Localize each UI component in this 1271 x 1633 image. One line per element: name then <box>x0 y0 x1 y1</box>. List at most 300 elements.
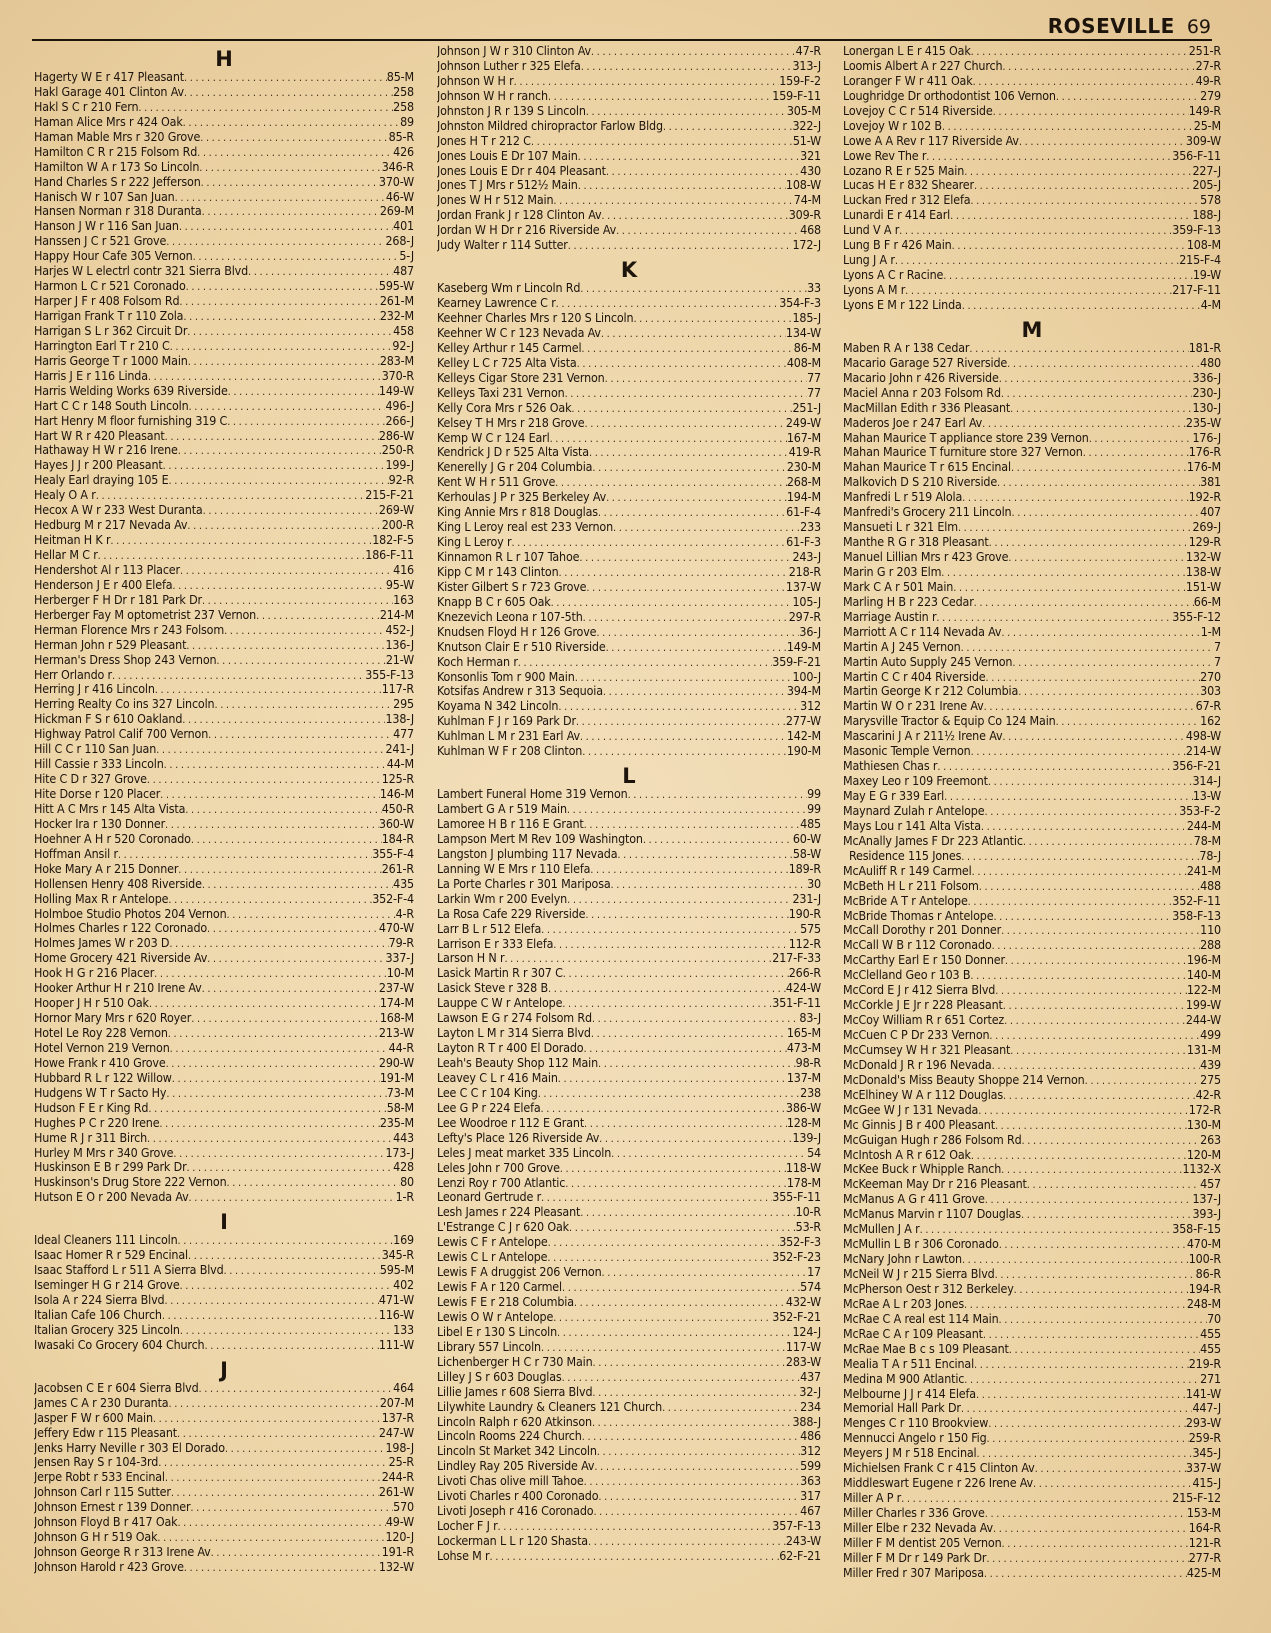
directory-entry <box>843 298 1221 313</box>
entry-phone: 297-R <box>788 609 821 624</box>
directory-entry <box>34 727 414 742</box>
leader-dots <box>974 179 1193 193</box>
entry-phone: 116-W <box>378 1307 414 1322</box>
directory-entry <box>34 130 414 145</box>
entry-phone: 430 <box>800 163 821 178</box>
leader-dots <box>565 387 808 401</box>
entry-phone: 452-J <box>385 622 414 637</box>
leader-dots <box>979 880 1200 894</box>
entry-name: Miller F M Dr r 149 Park Dr <box>843 1550 987 1565</box>
leader-dots <box>977 1447 1193 1461</box>
entry-phone: 358-F-15 <box>1172 1222 1221 1237</box>
directory-entry <box>437 445 821 460</box>
entry-phone: 249-W <box>785 415 821 430</box>
entry-name: Lung B F r 426 Main <box>843 238 952 253</box>
entry-phone: 61-F-3 <box>786 535 821 550</box>
entry-name: Holmes Charles r 122 Coronado <box>34 921 208 936</box>
directory-entry <box>34 1026 414 1041</box>
entry-phone: 85-M <box>386 70 414 84</box>
directory-entry <box>843 1073 1221 1088</box>
leader-dots <box>179 220 393 234</box>
entry-phone: 241-M <box>1186 863 1221 878</box>
entry-name: Mahan Maurice T furniture store 327 Vernon <box>843 445 1083 460</box>
entry-phone: 165-M <box>786 1026 821 1041</box>
entry-phone: 17 <box>807 1265 821 1280</box>
entry-name: Isola A r 224 Sierra Blvd <box>34 1293 165 1307</box>
leader-dots <box>193 250 400 264</box>
entry-phone: 215-F-21 <box>365 488 414 503</box>
leader-dots <box>548 982 786 996</box>
entry-name: Miller Fred r 307 Mariposa <box>843 1565 984 1580</box>
entry-name: Lawson E G r 274 Folsom Rd <box>437 1011 592 1026</box>
leader-dots <box>96 489 366 503</box>
entry-name: Judy Walter r 114 Sutter <box>437 238 568 253</box>
directory-entry <box>437 1190 821 1205</box>
entry-phone: 470-M <box>1186 1237 1221 1252</box>
entry-name: Hathaway H W r 216 Irene <box>34 443 178 458</box>
directory-entry <box>437 296 821 311</box>
leader-dots <box>598 506 786 520</box>
leader-dots <box>577 357 787 371</box>
leader-dots <box>992 1059 1201 1073</box>
leader-dots <box>1019 135 1186 149</box>
directory-entry <box>843 759 1221 774</box>
directory-entry <box>437 520 821 535</box>
directory-entry <box>34 638 414 653</box>
leader-dots <box>993 105 1189 119</box>
entry-phone: 108-W <box>785 178 821 193</box>
leader-dots <box>611 878 808 892</box>
directory-entry <box>843 1566 1221 1581</box>
entry-phone: 345-R <box>381 1248 414 1263</box>
entry-phone: 345-J <box>1192 1446 1221 1461</box>
entry-name: Harrigan S L r 362 Circuit Dr <box>34 323 188 338</box>
leader-dots <box>555 476 787 490</box>
entry-phone: 485 <box>800 817 821 831</box>
entry-name: Knapp B C r 605 Oak <box>437 594 551 609</box>
directory-section <box>437 259 821 759</box>
entry-name: Loughridge Dr orthodontist 106 Vernon <box>843 88 1056 103</box>
entry-phone: 487 <box>393 264 414 279</box>
leader-dots <box>968 895 1173 909</box>
entry-name: Hubbard R L r 122 Willow <box>34 1070 172 1085</box>
entry-name: Macario John r 426 Riverside <box>843 370 999 385</box>
directory-entry <box>34 921 414 936</box>
entry-phone: 130-M <box>1186 1117 1221 1132</box>
directory-entry <box>843 550 1221 565</box>
directory-entry <box>34 85 414 100</box>
leader-dots <box>165 818 379 832</box>
entry-name: Marriott A C r 114 Nevada Av <box>843 624 1002 639</box>
leader-dots <box>202 878 393 892</box>
entry-name: Medina M 900 Atlantic <box>843 1371 965 1386</box>
entry-phone: 162 <box>1200 714 1221 729</box>
directory-entry <box>437 1101 821 1116</box>
entry-phone: 207-M <box>379 1395 414 1410</box>
leader-dots <box>556 297 780 311</box>
entry-phone: 251-J <box>792 400 821 415</box>
leader-dots <box>227 908 396 922</box>
entry-name: Lozano R E r 525 Main <box>843 163 965 178</box>
entry-phone: 191-M <box>379 1070 414 1085</box>
directory-entry <box>437 356 821 371</box>
entry-name: Lewis C L r Antelope <box>437 1250 548 1265</box>
entry-phone: 182-F-5 <box>372 533 414 548</box>
entry-phone: 244-M <box>1186 818 1221 833</box>
directory-entry <box>34 1101 414 1116</box>
leader-dots <box>199 1382 394 1396</box>
entry-name: Hart Henry M floor furnishing 319 C <box>34 413 228 428</box>
leader-dots <box>1014 1283 1189 1297</box>
leader-dots <box>203 504 379 518</box>
directory-entry <box>437 1325 821 1340</box>
directory-entry <box>34 623 414 638</box>
directory-entry <box>34 892 414 907</box>
directory-entry <box>34 1500 414 1515</box>
city-title: ROSEVILLE <box>1047 14 1175 38</box>
entry-phone: 355-F-11 <box>772 1190 821 1205</box>
entry-phone: 295 <box>393 697 414 712</box>
leader-dots <box>593 1505 800 1519</box>
entry-name: Home Grocery 421 Riverside Av <box>34 951 208 966</box>
directory-entry <box>437 1385 821 1400</box>
entry-name: Happy Hour Cafe 305 Vernon <box>34 249 193 264</box>
directory-entry <box>843 670 1221 685</box>
directory-entry <box>437 1086 821 1101</box>
directory-entry <box>34 264 414 279</box>
entry-phone: 266-R <box>788 966 821 981</box>
directory-entry <box>437 1400 821 1415</box>
entry-name: Hendershot Al r 113 Placer <box>34 562 180 577</box>
directory-entry <box>437 208 821 223</box>
directory-entry <box>437 714 821 729</box>
entry-name: Hagerty W E r 417 Pleasant <box>34 70 184 84</box>
entry-phone: 346-R <box>381 159 414 174</box>
entry-name: MacMillan Edith r 336 Pleasant <box>843 400 1011 415</box>
directory-entry <box>34 1116 414 1131</box>
leader-dots <box>1004 1014 1186 1028</box>
leader-dots <box>582 745 787 759</box>
directory-entry <box>437 505 821 520</box>
leader-dots <box>582 1430 800 1444</box>
leader-dots <box>541 923 800 937</box>
leader-dots <box>147 773 382 787</box>
column-2 <box>437 44 821 1564</box>
entry-phone: 137-J <box>1192 1192 1221 1207</box>
entry-name: Kerhoulas J P r 325 Berkeley Av <box>437 490 607 505</box>
leader-dots <box>1022 1134 1201 1148</box>
entry-name: Hill Cassie r 333 Lincoln <box>34 757 164 772</box>
entry-name: McRae C A r 109 Pleasant <box>843 1326 983 1341</box>
directory-entry <box>34 219 414 234</box>
leader-dots <box>969 342 1188 356</box>
leader-dots <box>168 893 372 907</box>
entry-phone: 77 <box>807 385 821 400</box>
entry-phone: 168-M <box>379 1011 414 1026</box>
entry-name: Johnston J R r 139 S Lincoln <box>437 103 586 118</box>
entry-phone: 117-R <box>381 682 414 697</box>
entry-name: Lund V A r <box>843 223 900 238</box>
entry-phone: 214-M <box>379 607 414 622</box>
entry-name: Hoffman Ansil r <box>34 846 118 861</box>
entry-phone: 381 <box>1200 475 1221 490</box>
directory-entry <box>843 1461 1221 1476</box>
leader-dots <box>586 581 786 595</box>
directory-entry <box>34 563 414 578</box>
directory-entry <box>437 164 821 179</box>
directory-entry <box>843 580 1221 595</box>
directory-entry <box>843 1357 1221 1372</box>
entry-name: Mansueti L r 321 Elm <box>843 520 958 535</box>
directory-entry <box>437 386 821 401</box>
entry-name: Residence 115 Jones <box>849 848 962 863</box>
entry-name: Leavey C L r 416 Main <box>437 1070 558 1085</box>
leader-dots <box>976 1388 1186 1402</box>
directory-entry <box>437 862 821 877</box>
entry-name: Lillie James r 608 Sierra Blvd <box>437 1384 593 1399</box>
entry-phone: 25-M <box>1193 118 1221 133</box>
entry-name: Hurley M Mrs r 340 Grove <box>34 1145 174 1160</box>
leader-dots <box>972 865 1187 879</box>
leader-dots <box>165 1294 379 1308</box>
entry-phone: 169 <box>393 1233 414 1248</box>
entry-phone: 137-R <box>381 1410 414 1425</box>
entry-phone: 83-J <box>799 1011 821 1026</box>
directory-entry <box>34 697 414 712</box>
entry-name: Lovejoy W r 102 B <box>843 118 942 133</box>
entry-name: Jones Louis E Dr r 404 Pleasant <box>437 163 606 178</box>
entry-name: Loranger F W r 411 Oak <box>843 73 973 88</box>
directory-entry <box>437 149 821 164</box>
entry-phone: 574 <box>800 1280 821 1295</box>
entry-name: King Annie Mrs r 818 Douglas <box>437 505 598 520</box>
entry-name: Memorial Hall Park Dr <box>843 1401 961 1416</box>
directory-entry <box>34 1248 414 1263</box>
directory-entry <box>437 670 821 685</box>
leader-dots <box>974 1358 1189 1372</box>
directory-entry <box>437 1220 821 1235</box>
entry-name: McClelland Geo r 103 B <box>843 968 971 983</box>
leader-dots <box>208 728 393 742</box>
entry-phone: 186-F-11 <box>365 548 414 562</box>
entry-phone: 217-F-33 <box>772 951 821 966</box>
directory-entry <box>843 1013 1221 1028</box>
entry-name: Jones W H r 512 Main <box>437 193 554 208</box>
entry-name: McIntosh A R r 612 Oak <box>843 1147 971 1162</box>
directory-entry <box>437 1250 821 1265</box>
entry-phone: 303 <box>1200 684 1221 699</box>
leader-dots <box>112 669 365 683</box>
directory-entry <box>437 193 821 208</box>
entry-name: Hornor Mary Mrs r 620 Royer <box>34 1011 192 1026</box>
entry-phone: 402 <box>393 1278 414 1293</box>
directory-entry <box>843 341 1221 356</box>
entry-name: Miller Elbe r 232 Nevada Av <box>843 1520 993 1535</box>
entry-phone: 77 <box>807 370 821 385</box>
entry-name: McBride Thomas r Antelope <box>843 908 994 923</box>
entry-phone: 163 <box>393 592 414 607</box>
entry-phone: 133 <box>393 1322 414 1337</box>
directory-entry <box>843 684 1221 699</box>
directory-section <box>34 1359 414 1575</box>
directory-entry <box>437 104 821 119</box>
leader-dots <box>227 1176 401 1190</box>
entry-phone: 279 <box>1200 88 1221 103</box>
entry-name: Herring J r 416 Lincoln <box>34 682 155 697</box>
directory-entry <box>437 1116 821 1131</box>
entry-name: McCumsey W H r 321 Pleasant <box>843 1042 1011 1057</box>
section-letter: M <box>1021 317 1043 342</box>
directory-entry <box>437 640 821 655</box>
entry-name: Miller F M dentist 205 Vernon <box>843 1535 1002 1550</box>
directory-entry <box>843 1148 1221 1163</box>
entry-name: Hansen Norman r 318 Duranta <box>34 204 202 219</box>
leader-dots <box>1001 1163 1182 1177</box>
entry-name: McKeeman May Dr r 216 Pleasant <box>843 1177 1027 1192</box>
leader-dots <box>558 700 800 714</box>
entry-name: Hook H G r 216 Placer <box>34 966 155 981</box>
leader-dots <box>601 209 788 223</box>
leader-dots <box>538 1087 800 1101</box>
entry-phone: 137-M <box>786 1070 821 1085</box>
directory-entry <box>437 1235 821 1250</box>
entry-phone: 234 <box>800 1399 821 1414</box>
entry-name: Kuhlman L M r 231 Earl Av <box>437 729 580 744</box>
entry-name: Library 557 Lincoln <box>437 1339 541 1354</box>
directory-entry <box>34 384 414 399</box>
entry-name: L'Estrange C J r 620 Oak <box>437 1220 569 1235</box>
entry-name: Johnson J W r 310 Clinton Av <box>437 44 591 58</box>
leader-dots <box>547 1251 772 1265</box>
directory-entry <box>34 294 414 309</box>
entry-phone: 277-W <box>785 714 821 729</box>
entry-phone: 269-M <box>379 204 414 219</box>
entry-phone: 196-M <box>1186 953 1221 968</box>
entry-phone: 457 <box>1200 1177 1221 1192</box>
entry-name: Hitt A C Mrs r 145 Alta Vista <box>34 801 186 816</box>
entry-phone: 305-M <box>786 103 821 118</box>
directory-entry <box>34 443 414 458</box>
entry-phone: 486 <box>800 1429 821 1444</box>
leader-dots <box>168 1027 379 1041</box>
directory-entry <box>843 879 1221 894</box>
directory-entry <box>34 817 414 832</box>
entry-phone: 105-J <box>792 594 821 609</box>
directory-entry <box>34 249 414 264</box>
directory-entry <box>34 1381 414 1396</box>
leader-dots <box>498 1520 773 1534</box>
entry-name: La Rosa Cafe 229 Riverside <box>437 906 586 921</box>
entry-phone: 358-F-13 <box>1172 908 1221 923</box>
entry-phone: 268-J <box>385 234 414 249</box>
leader-dots <box>1033 1477 1192 1491</box>
entry-name: Koyama N 342 Lincoln <box>437 699 559 714</box>
entry-phone: 86-R <box>1195 1267 1221 1281</box>
entry-name: Keehner Charles Mrs r 120 S Lincoln <box>437 311 634 325</box>
entry-phone: 570 <box>393 1500 414 1515</box>
entry-name: Mays Lou r 141 Alta Vista <box>843 818 981 833</box>
entry-phone: 61-F-4 <box>786 505 821 520</box>
entry-name: Maynard Zulah r Antelope <box>843 803 985 818</box>
directory-entry <box>437 281 821 296</box>
directory-entry <box>437 1429 821 1444</box>
leader-dots <box>598 1490 800 1504</box>
leader-dots <box>1018 685 1200 699</box>
entry-phone: 7 <box>1214 639 1221 654</box>
directory-section <box>843 44 1221 313</box>
directory-entry <box>34 70 414 85</box>
leader-dots <box>1010 402 1192 416</box>
directory-entry <box>843 223 1221 238</box>
entry-phone: 356-F-11 <box>1172 148 1221 163</box>
entry-phone: 468 <box>800 223 821 238</box>
directory-entry <box>843 149 1221 164</box>
entry-name: Harris Welding Works 639 Riverside <box>34 383 228 398</box>
entry-phone: 458 <box>393 323 414 338</box>
leader-dots <box>166 235 385 249</box>
entry-phone: 70 <box>1207 1311 1221 1326</box>
entry-name: Lee Woodroe r 112 E Grant <box>437 1115 585 1130</box>
entry-phone: 215-F-4 <box>1179 253 1221 268</box>
entry-name: Harris J E r 116 Linda <box>34 368 148 383</box>
entry-phone: 167-M <box>786 430 821 445</box>
entry-name: Hooker Arthur H r 210 Irene Av <box>34 981 202 996</box>
leader-dots <box>178 444 382 458</box>
entry-phone: 219-R <box>1188 1356 1221 1371</box>
directory-entry <box>34 548 414 563</box>
entry-phone: 164-R <box>1188 1520 1221 1535</box>
leader-dots <box>553 938 788 952</box>
directory-entry <box>34 966 414 981</box>
leader-dots <box>997 476 1200 490</box>
entry-phone: 337-W <box>1185 1461 1221 1476</box>
leader-dots <box>989 1029 1200 1043</box>
directory-entry <box>437 817 821 832</box>
entry-name: Lohse M r <box>437 1548 490 1563</box>
directory-entry <box>437 326 821 341</box>
leader-dots <box>514 75 780 89</box>
entry-name: Konsonlis Tom r 900 Main <box>437 669 575 684</box>
entry-phone: 54 <box>807 1145 821 1160</box>
entry-name: Harris George T r 1000 Main <box>34 353 188 368</box>
leader-dots <box>118 848 372 862</box>
leader-dots <box>970 969 1186 983</box>
entry-name: Harmon L C r 521 Coronado <box>34 279 186 294</box>
entry-phone: 138-J <box>385 712 414 727</box>
directory-entry <box>34 1056 414 1071</box>
entry-name: Kelley Arthur r 145 Carmel <box>437 340 582 355</box>
entry-phone: 357-F-13 <box>772 1519 821 1534</box>
directory-entry <box>437 1146 821 1161</box>
leader-dots <box>601 327 786 341</box>
entry-name: McRae A L r 203 Jones <box>843 1296 964 1311</box>
directory-entry <box>34 1293 414 1308</box>
leader-dots <box>562 997 772 1011</box>
entry-phone: 49-W <box>385 1515 414 1530</box>
directory-entry <box>34 354 414 369</box>
entry-name: Maciel Anna r 203 Folsom Rd <box>843 385 1001 400</box>
leader-dots <box>165 430 379 444</box>
leader-dots <box>489 1550 779 1564</box>
leader-dots <box>962 1253 1189 1267</box>
entry-phone: 293-W <box>1185 1416 1221 1431</box>
entry-phone: 138-W <box>1185 564 1221 579</box>
entry-phone: 10-R <box>795 1205 821 1220</box>
leader-dots <box>162 1309 379 1323</box>
directory-entry <box>437 1280 821 1295</box>
entry-name: Johnson Luther r 325 Elefa <box>437 58 581 73</box>
entry-phone: 21-W <box>385 652 414 667</box>
